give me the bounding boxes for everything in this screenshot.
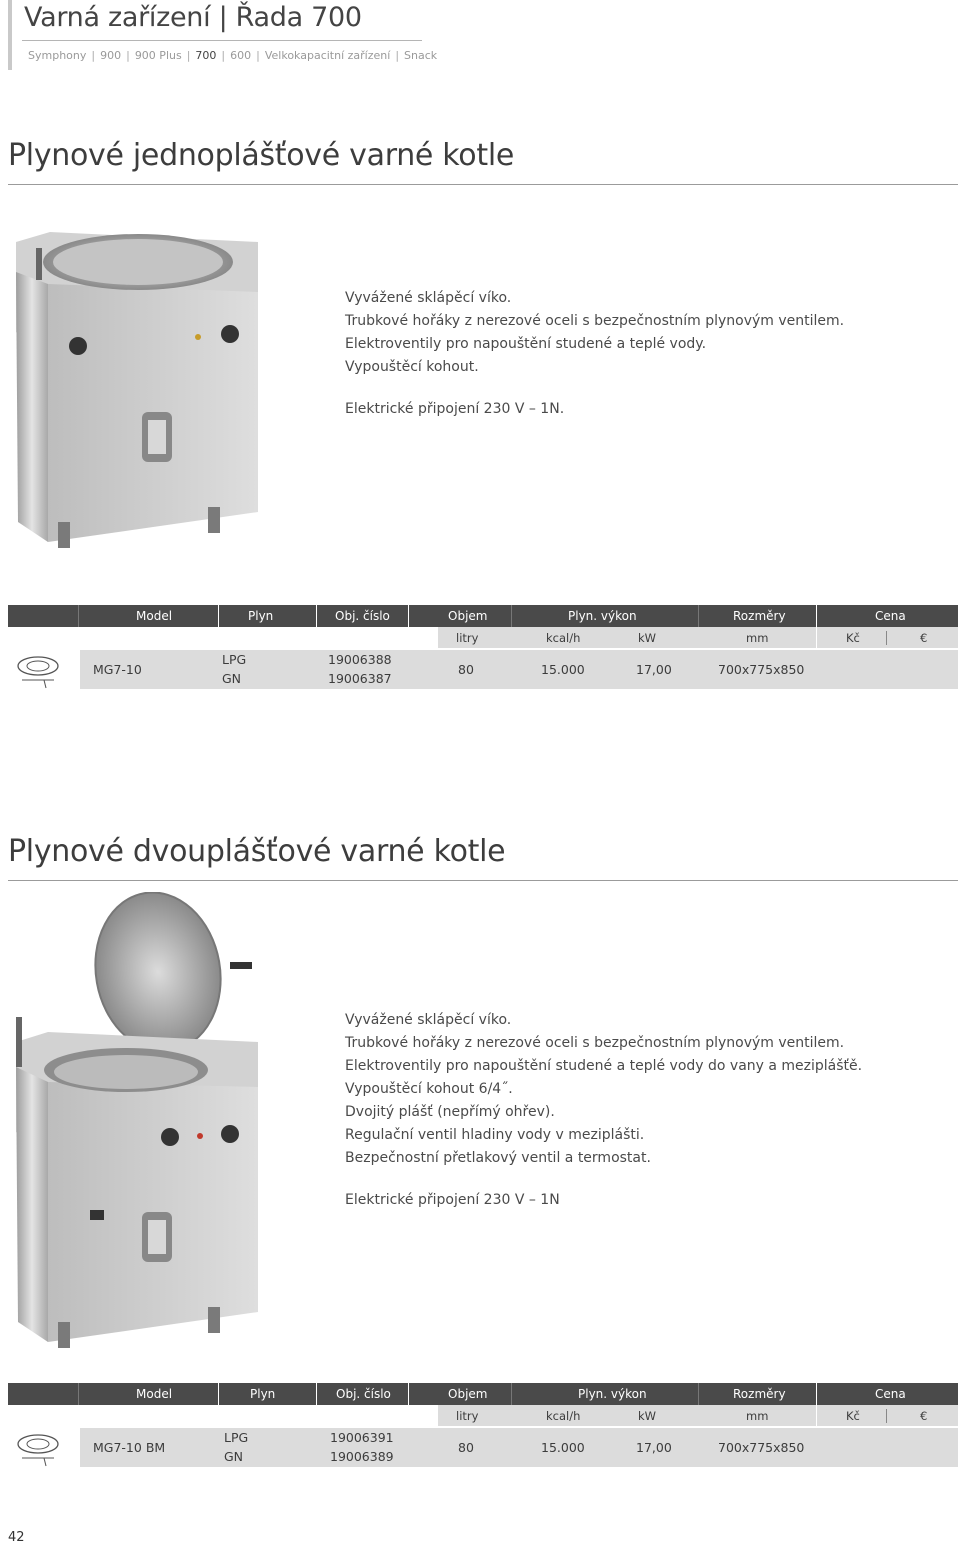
page-number: 42 bbox=[8, 1530, 25, 1545]
cell-gas-gn: GN bbox=[224, 1449, 244, 1464]
cell-kcal: 15.000 bbox=[541, 1440, 585, 1455]
th-gas: Plyn bbox=[248, 609, 274, 623]
feature-line: Dvojitý plášť (nepřímý ohřev). bbox=[345, 1104, 555, 1120]
nav-item-900-plus[interactable]: 900 Plus bbox=[134, 49, 182, 62]
cell-gas-lpg: LPG bbox=[224, 1430, 249, 1445]
electrical-connection: Elektrické připojení 230 V – 1N. bbox=[345, 401, 565, 417]
cell-gas-gn: GN bbox=[222, 671, 242, 686]
th-unit-eur: € bbox=[920, 1409, 928, 1423]
feature-line: Trubkové hořáky z nerezové oceli s bezpečnostním plynovým ventilem. bbox=[345, 1035, 845, 1051]
th-unit-kcal: kcal/h bbox=[546, 631, 581, 645]
cell-gas-lpg: LPG bbox=[222, 652, 247, 667]
product-image-single-wall-kettle bbox=[8, 222, 268, 552]
electrical-connection: Elektrické připojení 230 V – 1N bbox=[345, 1192, 560, 1208]
cell-model: MG7-10 bbox=[93, 662, 142, 677]
feature-line: Bezpečnostní přetlakový ventil a termostat. bbox=[345, 1150, 651, 1166]
cell-order-no-gn: 19006387 bbox=[328, 671, 392, 686]
cell-volume: 80 bbox=[458, 1440, 474, 1455]
section-rule bbox=[8, 880, 958, 881]
th-model: Model bbox=[136, 609, 173, 623]
th-unit-kw: kW bbox=[638, 1409, 657, 1423]
product-thumbnail bbox=[8, 1428, 80, 1467]
feature-line: Elektroventily pro napouštění studené a teplé vody. bbox=[345, 336, 707, 352]
nav-item-symphony[interactable]: Symphony bbox=[28, 49, 87, 62]
table-subheader-row bbox=[438, 627, 958, 648]
th-volume: Objem bbox=[448, 1387, 488, 1401]
feature-line: Elektroventily pro napouštění studené a teplé vody do vany a meziplášťě. bbox=[345, 1058, 863, 1074]
nav-item-900[interactable]: 900 bbox=[100, 49, 122, 62]
cell-order-no-gn: 19006389 bbox=[330, 1449, 394, 1464]
spec-table-single-wall bbox=[8, 605, 958, 689]
nav-item-600[interactable]: 600 bbox=[230, 49, 252, 62]
spec-table-double-wall bbox=[8, 1383, 958, 1467]
section-rule bbox=[8, 184, 958, 185]
th-unit-mm: mm bbox=[746, 631, 769, 645]
cell-dimensions: 700x775x850 bbox=[718, 662, 805, 677]
cell-kw: 17,00 bbox=[636, 662, 672, 677]
product-image-double-wall-kettle bbox=[8, 892, 268, 1352]
th-price: Cena bbox=[875, 1387, 906, 1401]
feature-line: Regulační ventil hladiny vody v meziplášti. bbox=[345, 1127, 645, 1143]
th-unit-czk: Kč bbox=[846, 1409, 860, 1423]
th-model: Model bbox=[136, 1387, 173, 1401]
feature-line: Vyvážené sklápěcí víko. bbox=[345, 1012, 512, 1028]
section-title-single-wall: Plynové jednoplášťové varné kotle bbox=[8, 138, 515, 173]
th-gas-power: Plyn. výkon bbox=[578, 1387, 647, 1401]
nav-item-700[interactable]: 700 bbox=[195, 49, 217, 62]
nav-item-snack[interactable]: Snack bbox=[404, 49, 438, 62]
nav-item-velkokapacitni[interactable]: Velkokapacitní zařízení bbox=[264, 49, 391, 62]
cell-model: MG7-10 BM bbox=[93, 1440, 166, 1455]
section-title-double-wall: Plynové dvouplášťové varné kotle bbox=[8, 834, 506, 869]
table-row bbox=[8, 650, 958, 689]
cell-order-no-lpg: 19006391 bbox=[330, 1430, 394, 1445]
cell-kw: 17,00 bbox=[636, 1440, 672, 1455]
th-order-no: Obj. číslo bbox=[335, 609, 390, 623]
th-unit-litry: litry bbox=[456, 1409, 479, 1423]
feature-line: Trubkové hořáky z nerezové oceli s bezpečnostním plynovým ventilem. bbox=[345, 313, 845, 329]
th-unit-litry: litry bbox=[456, 631, 479, 645]
feature-line: Vypouštěcí kohout. bbox=[345, 359, 479, 375]
feature-line: Vyvážené sklápěcí víko. bbox=[345, 290, 512, 306]
feature-line: Vypouštěcí kohout 6/4˝. bbox=[345, 1081, 513, 1097]
th-dimensions: Rozměry bbox=[733, 609, 786, 623]
header-rule bbox=[22, 40, 422, 41]
th-unit-mm: mm bbox=[746, 1409, 769, 1423]
page-header-title: Varná zařízení | Řada 700 bbox=[24, 2, 362, 33]
th-dimensions: Rozměry bbox=[733, 1387, 786, 1401]
series-nav: Symphony | 900 | 900 Plus | 700 | 600 | Velkokapacitní zařízení | Snack bbox=[28, 49, 438, 62]
table-subheader-row bbox=[438, 1405, 958, 1426]
th-unit-kw: kW bbox=[638, 631, 657, 645]
th-price: Cena bbox=[875, 609, 906, 623]
cell-volume: 80 bbox=[458, 662, 474, 677]
cell-order-no-lpg: 19006388 bbox=[328, 652, 392, 667]
header-accent-bar bbox=[8, 0, 12, 70]
th-gas: Plyn bbox=[250, 1387, 276, 1401]
th-volume: Objem bbox=[448, 609, 488, 623]
th-unit-kcal: kcal/h bbox=[546, 1409, 581, 1423]
description-double-wall bbox=[345, 1009, 862, 1212]
table-row bbox=[8, 1428, 958, 1467]
product-thumbnail bbox=[8, 650, 80, 689]
th-gas-power: Plyn. výkon bbox=[568, 609, 637, 623]
th-unit-eur: € bbox=[920, 631, 928, 645]
th-order-no: Obj. číslo bbox=[336, 1387, 391, 1401]
cell-dimensions: 700x775x850 bbox=[718, 1440, 805, 1455]
description-single-wall bbox=[345, 287, 844, 421]
cell-kcal: 15.000 bbox=[541, 662, 585, 677]
th-unit-czk: Kč bbox=[846, 631, 860, 645]
